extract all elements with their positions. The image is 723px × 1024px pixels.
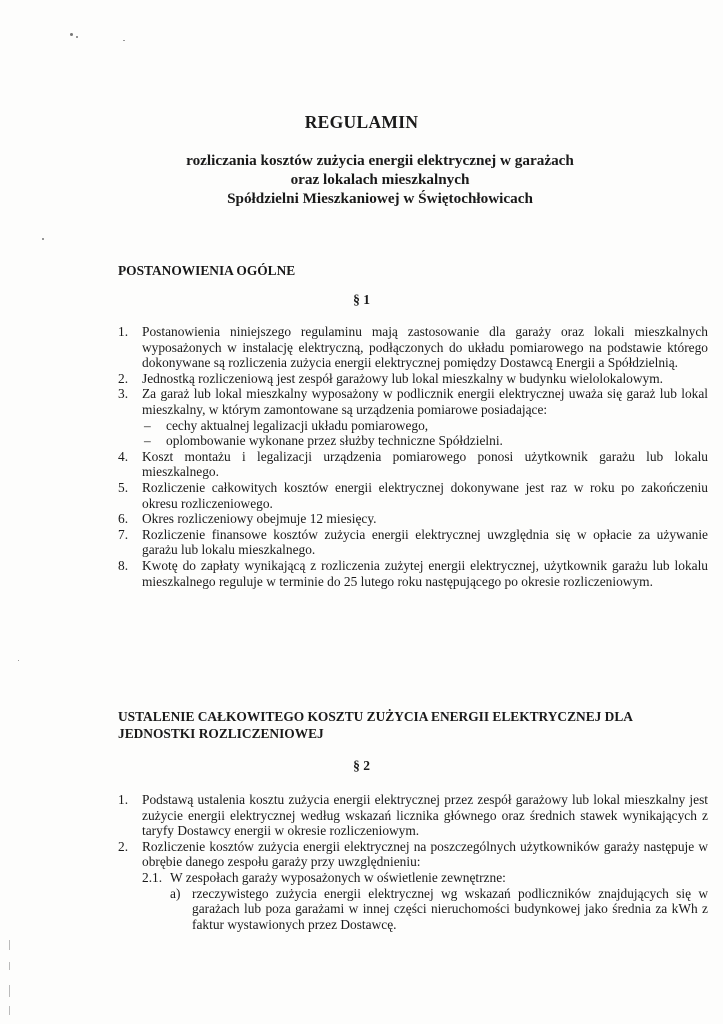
sub-item-text: W zespołach garaży wyposażonych w oświetlenie zewnętrzne: <box>170 869 506 885</box>
list-item <box>118 449 708 480</box>
list-item <box>118 527 708 558</box>
lettered-item-text: rzeczywistego zużycia energii elektrycznej wg wskazań podliczników znajdujących się w garażach lub poza garażami w innej części nieruchomości budynkowej jako średnia za kWh z faktur wystawionych przez Dostawcę. <box>192 885 708 932</box>
list-item <box>118 480 708 511</box>
dash-list <box>142 418 708 449</box>
section1-list <box>118 324 708 589</box>
list-item <box>118 792 708 839</box>
item-number: 5. <box>118 479 129 495</box>
item-number: 2. <box>118 370 129 386</box>
item-number: 8. <box>118 557 129 573</box>
section-heading-total-cost <box>118 708 708 742</box>
item-text: Postanowienia niniejszego regulaminu mają zastosowanie dla garaży oraz lokali mieszkalnych wyposażonych w instalację elektryczną, podłączonych do układu pomiarowego na podstawie którego dokonywane są rozliczenia zużycia energii elektrycznej pomiędzy Dostawcą Energii a Spółdzielnią. <box>142 324 708 371</box>
list-item <box>118 558 708 589</box>
item-number: 3. <box>118 386 129 402</box>
dash-text: oplombowanie wykonane przez służby techniczne Spółdzielni. <box>166 433 503 449</box>
lettered-item-letter: a) <box>170 885 181 901</box>
dash-bullet: – <box>144 417 151 433</box>
item-number: 1. <box>118 324 129 339</box>
item-number: 6. <box>118 511 129 527</box>
item-number: 4. <box>118 448 129 464</box>
item-text: Koszt montażu i legalizacji urządzenia pomiarowego ponosi użytkownik garażu lub lokalu mieszkalnego. <box>142 448 708 480</box>
item-text: Za garaż lub lokal mieszkalny wyposażony w podlicznik energii elektrycznej uważa się garaż lub lokal mieszkalny, w którym zamontowane są urządzenia pomiarowe posiadające: <box>142 386 708 417</box>
heading-line-2: JEDNOSTKI ROZLICZENIOWEJ <box>118 726 324 741</box>
list-item <box>118 371 708 387</box>
sub-item-number: 2.1. <box>142 869 163 885</box>
lettered-item <box>170 886 708 933</box>
subtitle-line-3: Spółdzielni Mieszkaniowej w Świętochłowicach <box>227 190 533 207</box>
item-text: Podstawą ustalenia kosztu zużycia energii elektrycznej przez zespół garażowy lub lokal mieszkalny jest zużycie energii elektrycznej według wskazań licznika głównego oraz średnich stawek wynikających z taryfy Dostawcy energii w okresie rozliczeniowym. <box>142 792 708 839</box>
item-number: 1. <box>118 792 129 807</box>
item-text: Rozliczenie finansowe kosztów zużycia energii elektrycznej uwzględnia się w opłacie za używanie garażu lub lokalu mieszkalnego. <box>142 526 708 558</box>
list-item <box>118 839 708 933</box>
dash-bullet: – <box>144 433 151 449</box>
sub-item <box>142 870 708 932</box>
item-text: Rozliczenie kosztów zużycia energii elektrycznej na poszczególnych użytkowników garaży następuje w obrębie danego zespołu garaży przy uwzględnieniu: <box>142 838 708 870</box>
section-heading-general: POSTANOWIENIA OGÓLNE <box>118 263 296 278</box>
paragraph-mark-2: § 2 <box>353 758 370 773</box>
item-text: Okres rozliczeniowy obejmuje 12 miesięcy. <box>142 511 377 527</box>
document-subtitle <box>60 151 700 208</box>
item-text: Jednostką rozliczeniową jest zespół garażowy lub lokal mieszkalny w budynku wielolokalowym. <box>142 370 663 386</box>
document-title: REGULAMIN <box>304 112 419 132</box>
list-item <box>118 386 708 448</box>
dash-item <box>142 433 708 449</box>
item-text: Kwotę do zapłaty wynikającą z rozliczenia zużytej energii elektrycznej, użytkownik garażu lub lokalu mieszkalnego reguluje w terminie do 25 lutego roku następującego po okresie rozliczeniowym. <box>142 557 708 589</box>
item-text: Rozliczenie całkowitych kosztów energii elektrycznej dokonywane jest raz w roku po zakończeniu okresu rozliczeniowego. <box>142 479 708 511</box>
heading-line-1: USTALENIE CAŁKOWITEGO KOSZTU ZUŻYCIA ENERGII ELEKTRYCZNEJ DLA <box>118 709 633 724</box>
dash-item <box>142 418 708 434</box>
paragraph-mark-1: § 1 <box>353 292 370 307</box>
subtitle-line-2: oraz lokalach mieszkalnych <box>290 171 470 188</box>
section2-list <box>118 792 708 932</box>
subtitle-line-1: rozliczania kosztów zużycia energii elektrycznej w garażach <box>186 152 574 169</box>
list-item <box>118 324 708 371</box>
list-item <box>118 511 708 527</box>
item-number: 2. <box>118 838 129 854</box>
item-number: 7. <box>118 526 129 542</box>
dash-text: cechy aktualnej legalizacji układu pomiarowego, <box>166 417 429 433</box>
